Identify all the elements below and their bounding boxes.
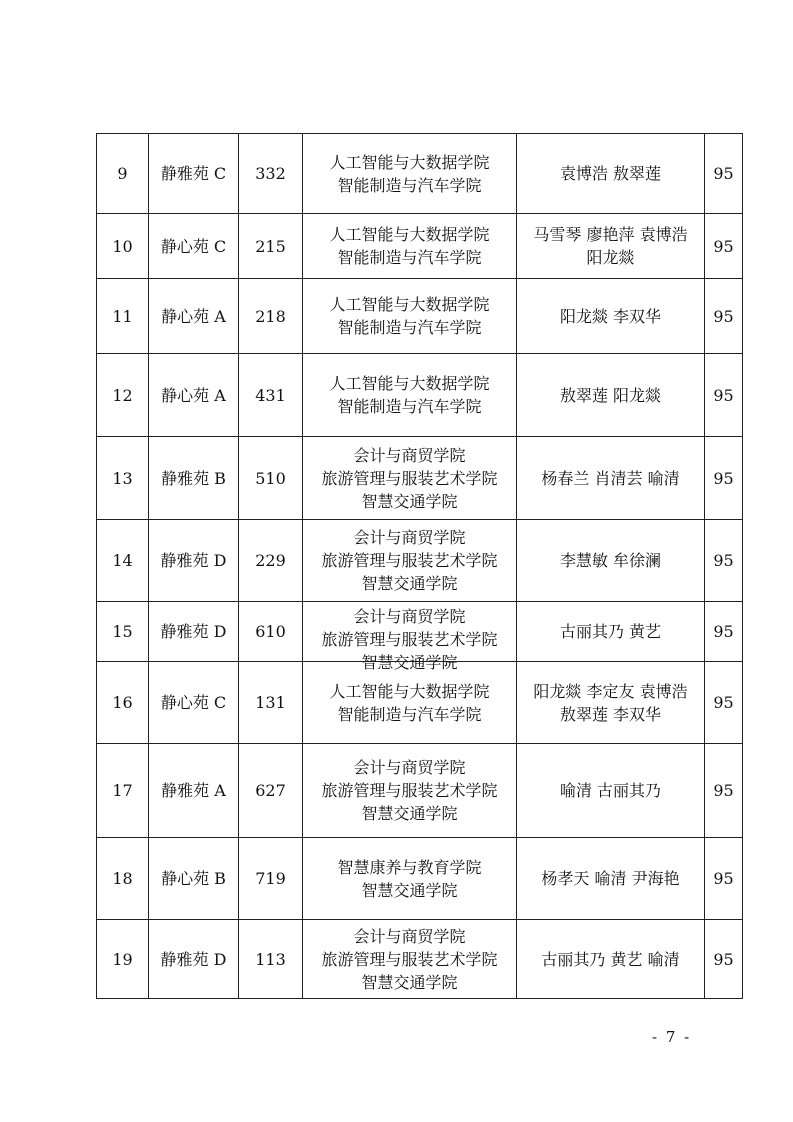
staff-names: 古丽其乃 黄艺: [559, 622, 662, 641]
table-row: [97, 602, 743, 662]
staff-names: 李慧敏 牟徐澜: [559, 551, 662, 570]
college-list: [303, 437, 517, 520]
college-name: 会计与商贸学院: [353, 445, 466, 465]
college-name: 人工智能与大数据学院: [329, 374, 490, 393]
score: 95: [705, 214, 743, 279]
row-number: 12: [97, 354, 149, 437]
staff-names: 阳龙燚 李定友 袁博浩: [533, 681, 688, 701]
college-name: 智能制造与汽车学院: [337, 397, 482, 416]
staff-names: 阳龙燚: [586, 248, 635, 267]
page-number: - 7 -: [652, 1028, 692, 1046]
college-name: 智能制造与汽车学院: [337, 704, 482, 724]
score: 95: [705, 437, 743, 520]
staff-list: [517, 437, 705, 520]
score: 95: [705, 662, 743, 744]
staff-names: 古丽其乃 黄艺 喻清: [541, 949, 680, 969]
row-number: 15: [97, 602, 149, 662]
score: 95: [705, 279, 743, 354]
table-row: [97, 279, 743, 354]
dorm-building: 静雅苑 D: [149, 920, 239, 999]
college-list: [303, 354, 517, 437]
college-list: [303, 920, 517, 999]
staff-list: [517, 920, 705, 999]
college-name: 旅游管理与服装艺术学院: [321, 551, 498, 570]
row-number: 10: [97, 214, 149, 279]
staff-names: 杨春兰 肖清芸 喻清: [541, 468, 680, 488]
room-number: 627: [239, 744, 303, 838]
room-number: 610: [239, 602, 303, 662]
room-number: 215: [239, 214, 303, 279]
college-list: [303, 662, 517, 744]
room-number: 131: [239, 662, 303, 744]
row-number: 18: [97, 838, 149, 920]
staff-names: 敖翠莲 阳龙燚: [559, 385, 662, 405]
table-row: [97, 744, 743, 838]
room-number: 431: [239, 354, 303, 437]
college-name: 人工智能与大数据学院: [329, 295, 490, 314]
room-number: 218: [239, 279, 303, 354]
table-row: [97, 662, 743, 744]
college-list: [303, 214, 517, 279]
college-name: 智慧交通学院: [361, 574, 458, 593]
dorm-building: 静心苑 A: [149, 354, 239, 437]
college-name: 智慧交通学院: [361, 880, 458, 900]
college-name: 人工智能与大数据学院: [329, 152, 490, 172]
college-name: 旅游管理与服装艺术学院: [321, 781, 498, 800]
table-row: [97, 354, 743, 437]
room-number: 229: [239, 520, 303, 602]
dorm-building: 静心苑 A: [149, 279, 239, 354]
dorm-building: 静雅苑 B: [149, 437, 239, 520]
staff-names: 袁博浩 敖翠莲: [559, 164, 662, 183]
score: 95: [705, 520, 743, 602]
score: 95: [705, 602, 743, 662]
row-number: 11: [97, 279, 149, 354]
staff-list: [517, 279, 705, 354]
dorm-building: 静心苑 C: [149, 662, 239, 744]
row-number: 9: [97, 134, 149, 214]
dorm-building: 静雅苑 D: [149, 520, 239, 602]
score: 95: [705, 354, 743, 437]
staff-names: 马雪琴 廖艳萍 袁博浩: [533, 225, 688, 244]
college-list: [303, 838, 517, 920]
table-row: [97, 838, 743, 920]
staff-names: 阳龙燚 李双华: [559, 306, 662, 326]
table-row: [97, 920, 743, 999]
room-number: 113: [239, 920, 303, 999]
staff-list: [517, 354, 705, 437]
room-number: 719: [239, 838, 303, 920]
table-row: [97, 214, 743, 279]
dorm-building: 静心苑 B: [149, 838, 239, 920]
college-name: 智慧交通学院: [361, 491, 458, 511]
college-name: 人工智能与大数据学院: [329, 225, 490, 244]
staff-list: [517, 134, 705, 214]
row-number: 17: [97, 744, 149, 838]
dorm-building: 静雅苑 C: [149, 134, 239, 214]
staff-list: [517, 838, 705, 920]
score: 95: [705, 744, 743, 838]
college-name: 会计与商贸学院: [353, 606, 466, 626]
score: 95: [705, 134, 743, 214]
college-list: [303, 134, 517, 214]
staff-list: [517, 214, 705, 279]
dorm-building: 静雅苑 D: [149, 602, 239, 662]
room-number: 332: [239, 134, 303, 214]
college-name: 智能制造与汽车学院: [337, 175, 482, 195]
score: 95: [705, 838, 743, 920]
college-name: 智慧交通学院: [361, 804, 458, 823]
room-number: 510: [239, 437, 303, 520]
college-name: 智慧康养与教育学院: [337, 857, 482, 877]
table-row: [97, 520, 743, 602]
table-row: [97, 437, 743, 520]
college-name: 旅游管理与服装艺术学院: [321, 949, 498, 969]
inspection-table: [96, 133, 743, 999]
college-list: [303, 520, 517, 602]
row-number: 13: [97, 437, 149, 520]
dorm-building: 静心苑 C: [149, 214, 239, 279]
staff-list: [517, 520, 705, 602]
college-name: 智慧交通学院: [361, 652, 458, 672]
college-name: 人工智能与大数据学院: [329, 681, 490, 701]
college-name: 会计与商贸学院: [353, 528, 466, 547]
college-list: [303, 279, 517, 354]
college-name: 智慧交通学院: [361, 972, 458, 992]
staff-names: 喻清 古丽其乃: [559, 781, 662, 800]
score: 95: [705, 920, 743, 999]
college-name: 会计与商贸学院: [353, 758, 466, 777]
college-list: [303, 744, 517, 838]
staff-list: [517, 662, 705, 744]
row-number: 16: [97, 662, 149, 744]
staff-names: 杨孝天 喻清 尹海艳: [541, 869, 680, 888]
college-name: 智能制造与汽车学院: [337, 248, 482, 267]
staff-list: [517, 602, 705, 662]
college-name: 旅游管理与服装艺术学院: [321, 629, 498, 649]
staff-names: 敖翠莲 李双华: [559, 704, 662, 724]
dorm-building: 静雅苑 A: [149, 744, 239, 838]
college-name: 旅游管理与服装艺术学院: [321, 468, 498, 488]
table-row: [97, 134, 743, 214]
row-number: 14: [97, 520, 149, 602]
clipped-college-list: [303, 603, 516, 672]
college-name: 会计与商贸学院: [353, 926, 466, 946]
college-list: [303, 602, 517, 672]
row-number: 19: [97, 920, 149, 999]
college-name: 智能制造与汽车学院: [337, 318, 482, 337]
staff-list: [517, 744, 705, 838]
